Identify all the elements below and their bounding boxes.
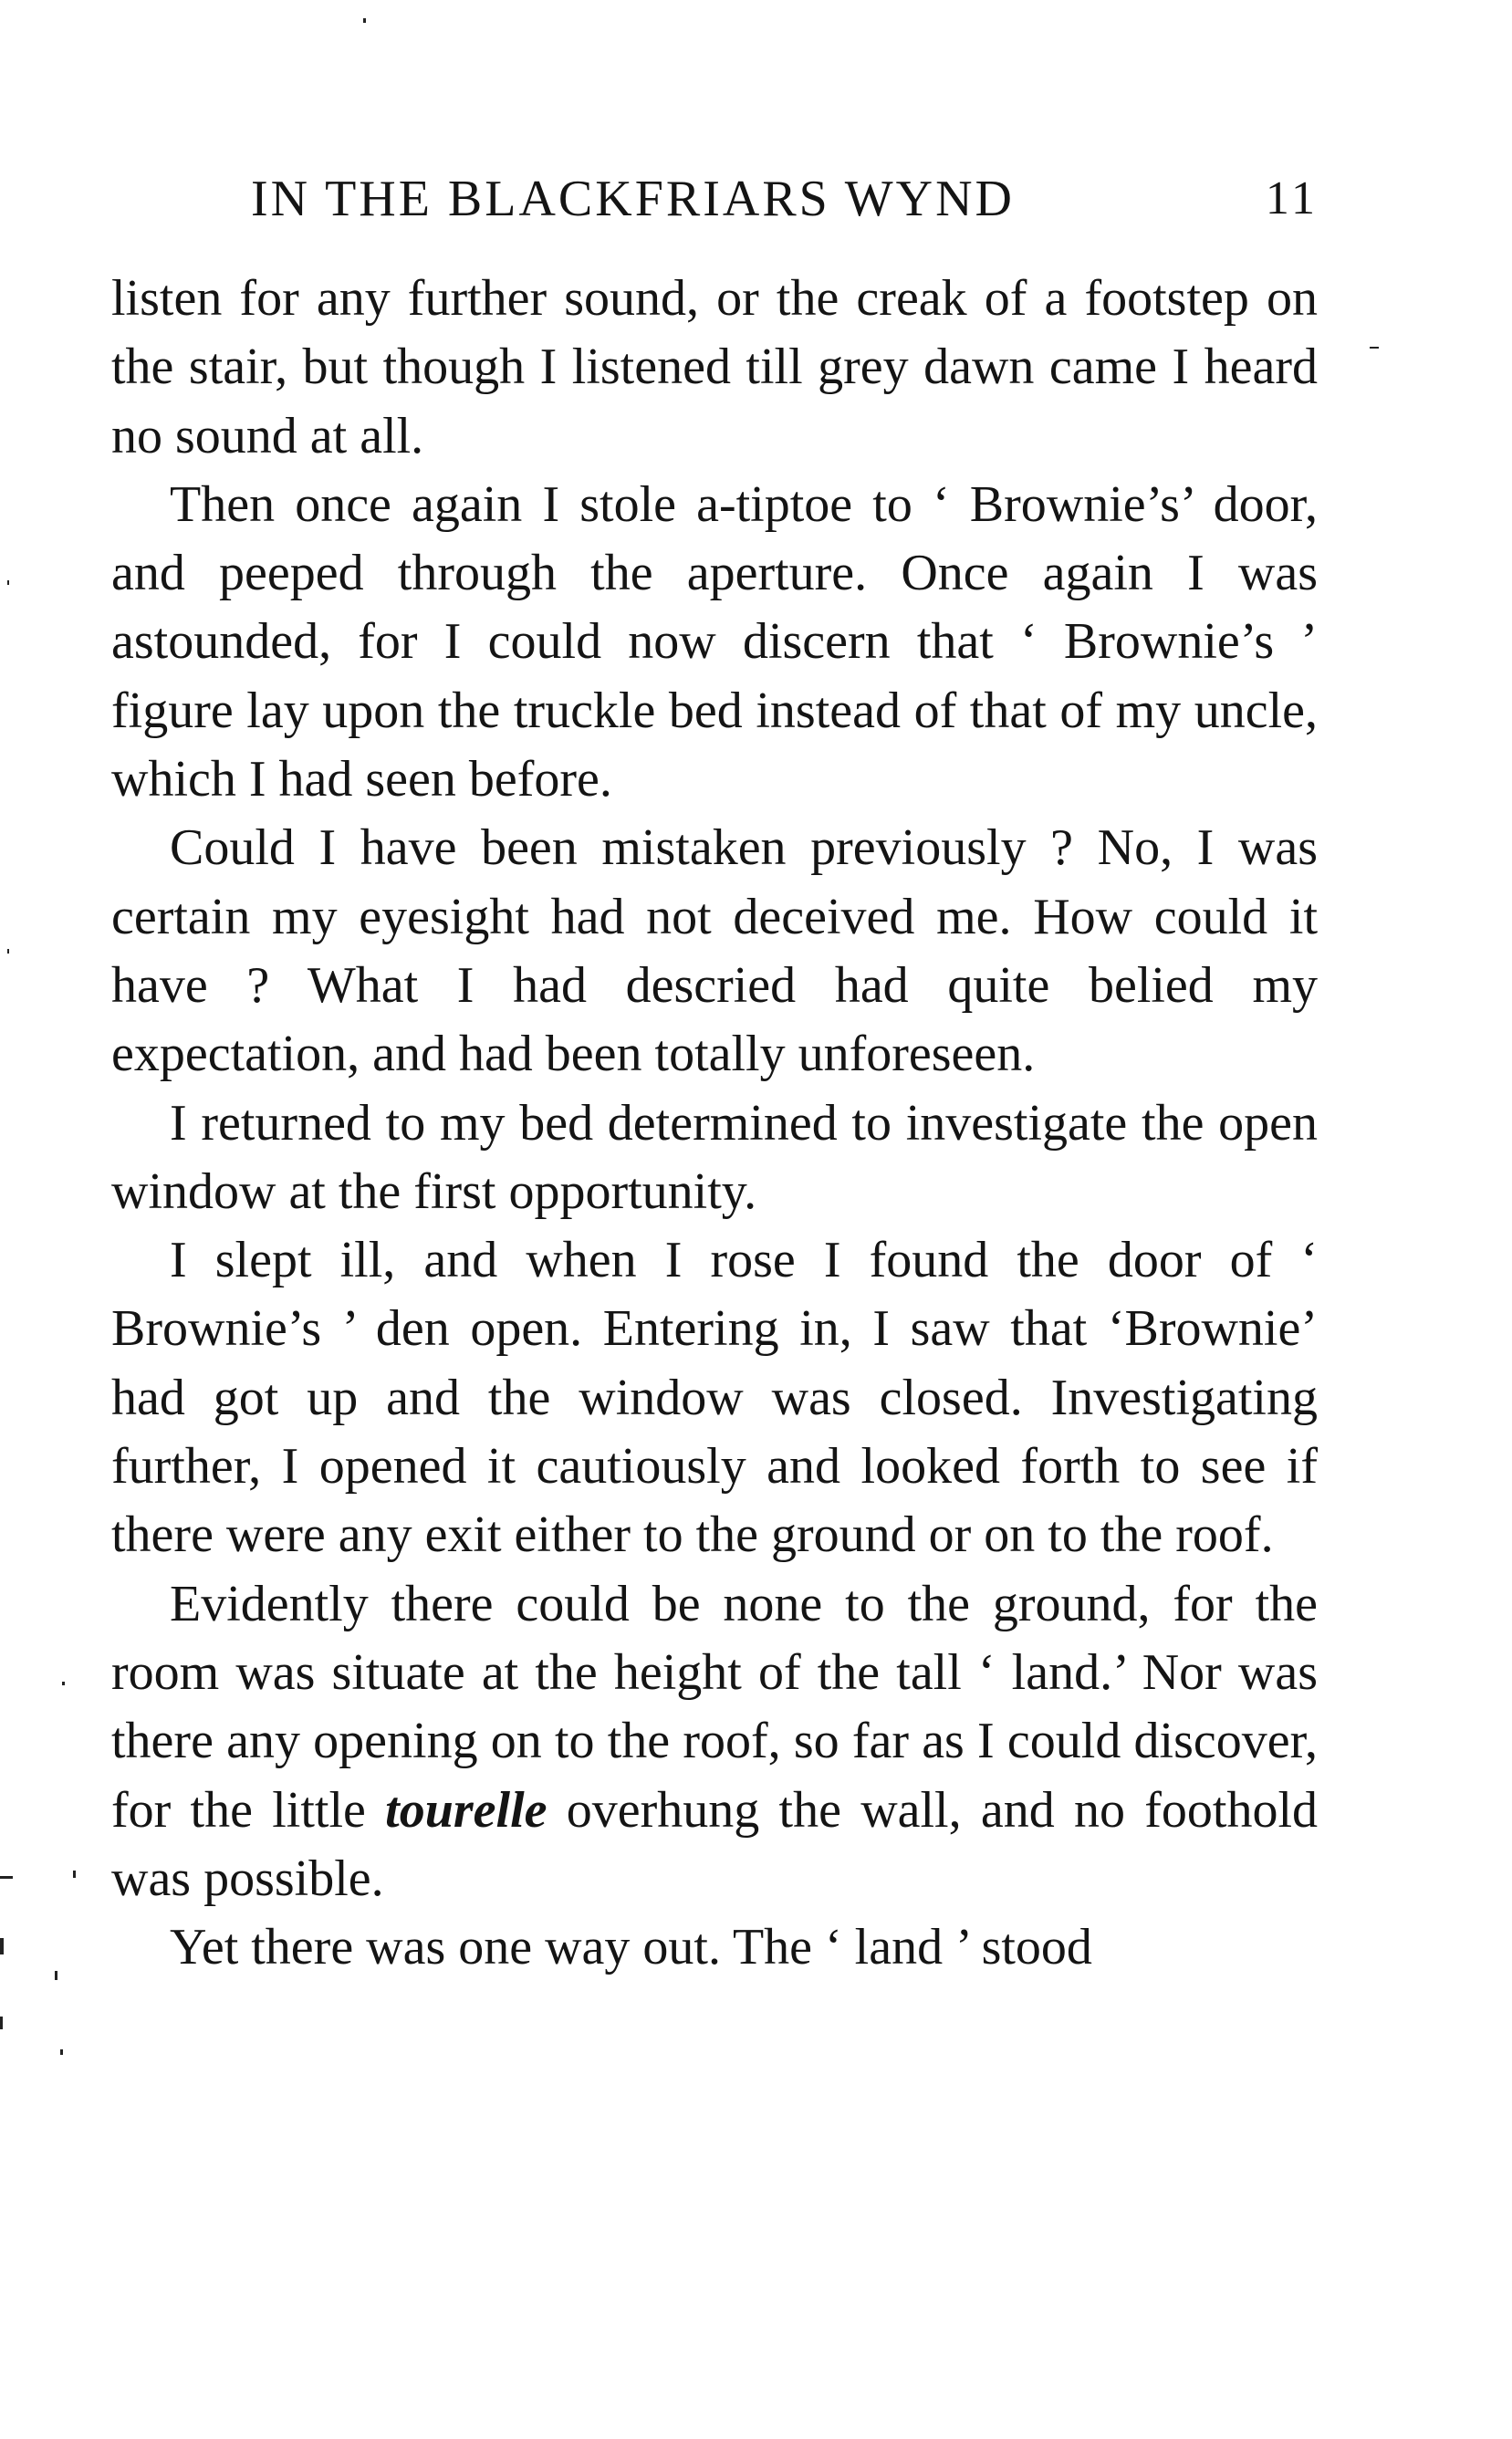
margin-speck <box>0 1938 4 1954</box>
margin-speck <box>62 1682 65 1685</box>
running-head: IN THE BLACKFRIARS WYND <box>251 171 1015 227</box>
paragraph-6-text: Evidently there could be none to the ground, for the room was situate at the height of the tall ‘ land.’ Nor was there any opening on to the roof, so far as I could discover, for the little <box>111 1575 1318 1839</box>
margin-speck <box>363 18 366 23</box>
paragraph-1: listen for any further sound, or the creak of a footstep on the stair, but though I listened till grey dawn came I heard no sound at all. <box>111 270 1318 464</box>
margin-speck <box>0 1876 13 1879</box>
paragraph-5: I slept ill, and when I rose I found the door of ‘ Brownie’s ’ den open. Entering in, I saw that ‘Brownie’ had got up and the window was closed. Investigating further, I opened it cautiously and looked forth to see if there were any exit either to the ground or on to the roof. <box>111 1232 1318 1564</box>
paragraph-7: Yet there was one way out. The ‘ land ’ stood <box>170 1919 1092 1976</box>
paragraph-4: I returned to my bed determined to investigate the open window at the first opportunity. <box>111 1094 1318 1220</box>
paragraph-2: Then once again I stole a-tiptoe to ‘ Brownie’s’ door, and peeped through the aperture. Once again I was astounded, for I could now discern that ‘ Brownie’s ’ figure lay upon the truckle bed instead of that of my uncle, which I had seen before. <box>111 475 1318 808</box>
margin-speck <box>0 2017 3 2029</box>
body-text <box>111 265 1318 1982</box>
page-header <box>251 167 1319 231</box>
page-number: 11 <box>1265 172 1319 224</box>
paragraph-6-continued: overhung the wall, and no foothold was possible. <box>111 1781 1319 1907</box>
margin-speck <box>7 580 9 585</box>
margin-speck <box>60 2049 63 2055</box>
margin-speck <box>1370 347 1379 349</box>
italic-word: tourelle <box>385 1781 547 1839</box>
margin-speck <box>7 949 9 954</box>
margin-speck <box>73 1871 76 1878</box>
paragraph-3: Could I have been mistaken previously ? No, I was certain my eyesight had not deceived me. How could it have ? What I had descried had quite belied my expectation, and had been totally unforeseen. <box>111 819 1318 1083</box>
margin-speck <box>55 1971 57 1980</box>
paragraph-6 <box>111 1570 1318 1913</box>
